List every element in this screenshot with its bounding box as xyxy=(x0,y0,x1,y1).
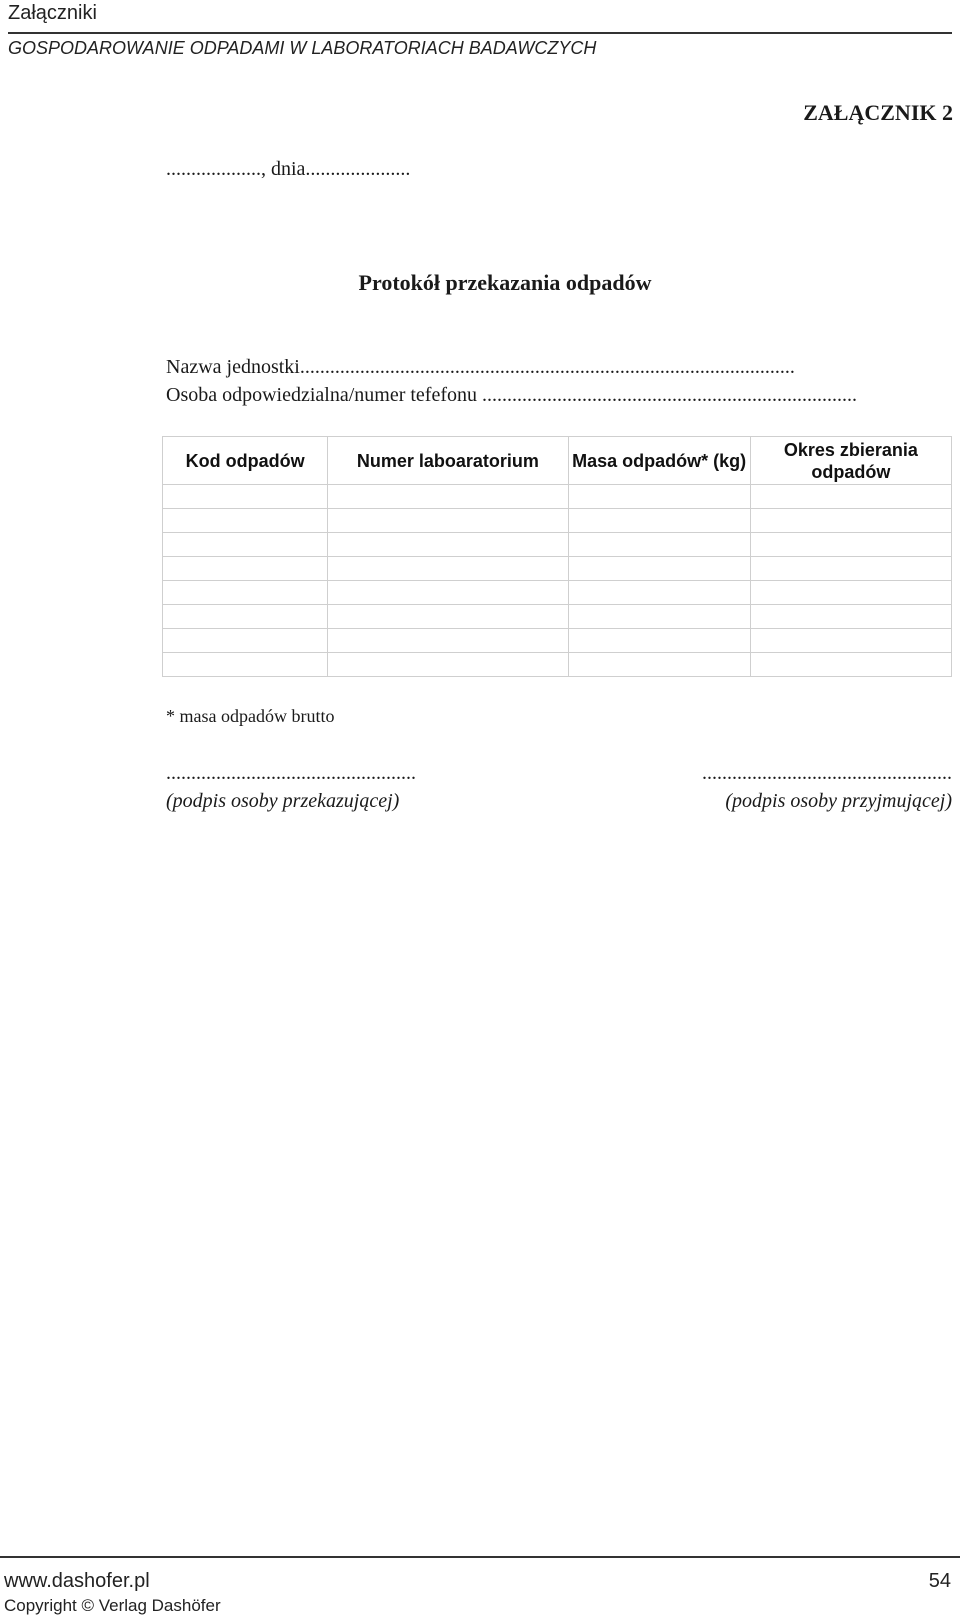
table-cell xyxy=(750,485,951,509)
table-row xyxy=(163,653,952,677)
table-cell xyxy=(750,557,951,581)
table-cell xyxy=(328,605,568,629)
table-cell xyxy=(163,485,328,509)
table-row xyxy=(163,485,952,509)
page-footer xyxy=(0,1556,960,1620)
footer-website: www.dashofer.pl xyxy=(4,1570,150,1592)
table-cell xyxy=(328,629,568,653)
table-cell xyxy=(163,653,328,677)
table-row xyxy=(163,509,952,533)
signature-caption-left: (podpis osoby przekazującej) xyxy=(166,790,400,812)
table-row xyxy=(163,581,952,605)
table-cell xyxy=(750,509,951,533)
document-title: Protokół przekazania odpadów xyxy=(358,270,652,295)
table-cell xyxy=(568,509,750,533)
table-row xyxy=(163,605,952,629)
table-cell xyxy=(568,533,750,557)
table-cell xyxy=(568,653,750,677)
section-name: Załączniki xyxy=(8,2,97,24)
header-collection-period: Okres zbierania odpadów xyxy=(750,437,951,485)
table-cell xyxy=(163,629,328,653)
table-cell xyxy=(750,605,951,629)
header-lab-number: Numer laboaratorium xyxy=(328,437,568,485)
table-cell xyxy=(568,581,750,605)
table-cell xyxy=(568,485,750,509)
table-row xyxy=(163,533,952,557)
table-cell xyxy=(328,557,568,581)
table-cell xyxy=(750,629,951,653)
table-cell xyxy=(328,533,568,557)
signature-line-right: .................................................. xyxy=(702,762,952,784)
signature-line-left: .................................................. xyxy=(166,762,416,784)
header-waste-mass: Masa odpadów* (kg) xyxy=(568,437,750,485)
table-cell xyxy=(163,557,328,581)
table-cell xyxy=(163,533,328,557)
table-cell xyxy=(750,533,951,557)
table-cell xyxy=(568,629,750,653)
table-cell xyxy=(328,509,568,533)
unit-name-field: Nazwa jednostki................................................................................................... xyxy=(166,356,795,378)
table-cell xyxy=(750,653,951,677)
annex-label: ZAŁĄCZNIK 2 xyxy=(803,100,953,125)
table-cell xyxy=(328,485,568,509)
table-cell xyxy=(568,605,750,629)
table-row xyxy=(163,629,952,653)
table-cell xyxy=(163,509,328,533)
table-cell xyxy=(328,581,568,605)
responsible-person-field: Osoba odpowiedzialna/numer tefefonu ........................................................................... xyxy=(166,384,858,406)
section-header xyxy=(8,0,952,34)
footnote: * masa odpadów brutto xyxy=(166,706,335,726)
waste-transfer-table xyxy=(162,436,952,677)
table-cell xyxy=(568,557,750,581)
page-number: 54 xyxy=(928,1570,951,1592)
table-row xyxy=(163,557,952,581)
table-cell xyxy=(328,653,568,677)
header-waste-code: Kod odpadów xyxy=(163,437,328,485)
table-cell xyxy=(163,605,328,629)
publication-title: GOSPODAROWANIE ODPADAMI W LABORATORIACH BADAWCZYCH xyxy=(8,38,597,58)
table-cell xyxy=(163,581,328,605)
date-line: ..................., dnia..................... xyxy=(166,158,411,180)
table-cell xyxy=(750,581,951,605)
signature-caption-right: (podpis osoby przyjmującej) xyxy=(725,790,952,812)
table-header-row xyxy=(163,437,952,485)
footer-copyright: Copyright © Verlag Dashöfer xyxy=(4,1596,221,1615)
